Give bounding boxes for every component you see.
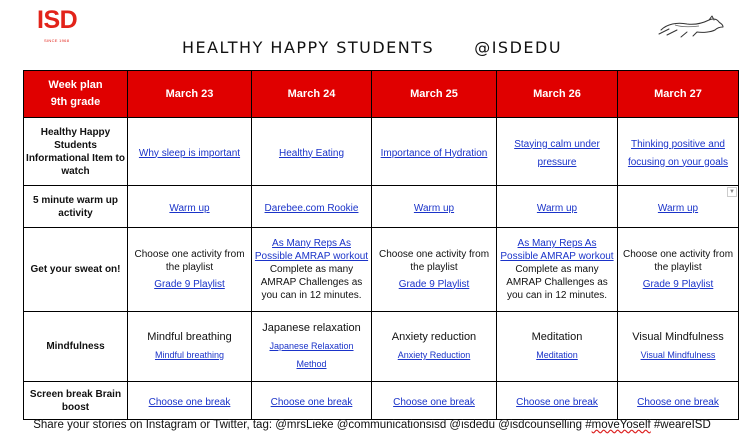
mind-cell (252, 312, 372, 382)
chevron-down-icon[interactable]: ▼ (727, 187, 737, 197)
warmup-cell (497, 186, 618, 228)
break-link[interactable]: Choose one break (516, 396, 598, 408)
break-link[interactable]: Choose one break (393, 396, 475, 408)
date-header: March 25 (372, 71, 497, 118)
warmup-row (24, 186, 739, 228)
date-header: March 26 (497, 71, 618, 118)
isd-logo: ISD (37, 6, 78, 34)
title-text: HEALTHY HAPPY STUDENTS (181, 38, 435, 57)
mind-cell (128, 312, 252, 382)
sweat-cell (128, 228, 252, 312)
row-label-warmup: 5 minute warm up activity (24, 186, 128, 228)
sweat-row (24, 228, 739, 312)
mind-title: Japanese relaxation (262, 322, 361, 334)
break-cell (372, 382, 497, 420)
break-row (24, 382, 739, 420)
page-title (0, 38, 744, 57)
info-row (24, 118, 739, 186)
mind-link[interactable]: Anxiety Reduction (397, 350, 471, 360)
logo-subtitle: SINCE 1968 (44, 38, 70, 43)
dog-mascot-icon (657, 14, 727, 40)
sweat-cell (252, 228, 372, 312)
footer-text-start: Share your stories on Instagram or Twitter, tag: @mrsLieke @communicationsisd @isdedu @isdcounselling # (33, 419, 592, 431)
info-link[interactable]: Why sleep is important (138, 147, 241, 159)
playlist-link[interactable]: Grade 9 Playlist (398, 278, 470, 290)
corner-header (24, 71, 128, 118)
info-link[interactable]: Staying calm under pressure (514, 138, 600, 168)
mind-cell (618, 312, 739, 382)
mind-link[interactable]: Mindful breathing (154, 350, 225, 360)
warmup-cell (372, 186, 497, 228)
sweat-cell (372, 228, 497, 312)
break-cell (128, 382, 252, 420)
row-label-mindfulness: Mindfulness (24, 312, 128, 382)
header-row (24, 71, 739, 118)
break-link[interactable]: Choose one break (270, 396, 353, 408)
mind-cell (497, 312, 618, 382)
corner-line-2: 9th grade (50, 96, 101, 108)
info-cell (618, 118, 739, 186)
mind-link[interactable]: Visual Mindfulness (640, 350, 716, 360)
choose-activity-text: Choose one activity from the playlist (378, 248, 490, 273)
warmup-cell (128, 186, 252, 228)
break-cell (252, 382, 372, 420)
warmup-link[interactable]: Warm up (657, 202, 699, 214)
amrap-text: Complete as many AMRAP Challenges as you can in 12 minutes. (260, 264, 363, 301)
corner-line-1: Week plan (48, 79, 103, 91)
sweat-cell (497, 228, 618, 312)
warmup-cell (618, 186, 739, 228)
date-header: March 27 (618, 71, 739, 118)
week-plan-table (23, 70, 739, 420)
info-link[interactable]: Thinking positive and focusing on your goals (627, 138, 729, 168)
break-link[interactable]: Choose one break (637, 396, 719, 408)
warmup-link[interactable]: Warm up (413, 202, 455, 214)
footer-moveyoself: moveYoself (591, 419, 651, 431)
info-link[interactable]: Importance of Hydration (380, 147, 488, 159)
footer-text-end: #weareISD (650, 419, 711, 431)
amrap-link[interactable]: As Many Reps As Possible AMRAP workout (500, 238, 614, 262)
mind-title: Visual Mindfulness (632, 331, 724, 343)
info-cell (252, 118, 372, 186)
footer-note (0, 419, 744, 431)
mind-link[interactable]: Meditation (536, 350, 578, 360)
date-header: March 24 (252, 71, 372, 118)
mind-cell (372, 312, 497, 382)
warmup-link[interactable]: Warm up (169, 202, 210, 214)
mind-title: Anxiety reduction (391, 331, 477, 343)
mind-title: Mindful breathing (147, 331, 232, 343)
playlist-link[interactable]: Grade 9 Playlist (642, 278, 714, 290)
warmup-cell (252, 186, 372, 228)
mind-link[interactable]: Japanese Relaxation Method (269, 341, 354, 369)
amrap-link[interactable]: As Many Reps As Possible AMRAP workout (254, 238, 369, 262)
mindfulness-row (24, 312, 739, 382)
choose-activity-text: Choose one activity from the playlist (134, 248, 245, 273)
break-link[interactable]: Choose one break (148, 396, 231, 408)
info-link[interactable]: Healthy Eating (278, 147, 345, 159)
info-cell (372, 118, 497, 186)
sweat-cell (618, 228, 739, 312)
warmup-link[interactable]: Warm up (536, 202, 578, 214)
row-label-info: Healthy Happy Students Informational Item to watch (24, 118, 128, 186)
row-label-break: Screen break Brain boost (24, 382, 128, 420)
info-cell (128, 118, 252, 186)
info-cell (497, 118, 618, 186)
mind-title: Meditation (531, 331, 583, 343)
date-header: March 23 (128, 71, 252, 118)
row-label-sweat: Get your sweat on! (24, 228, 128, 312)
playlist-link[interactable]: Grade 9 Playlist (154, 278, 225, 290)
choose-activity-text: Choose one activity from the playlist (622, 248, 734, 273)
title-handle: @ISDEDU (474, 38, 563, 57)
break-cell (618, 382, 739, 420)
amrap-text: Complete as many AMRAP Challenges as you can in 12 minutes. (506, 264, 608, 301)
break-cell (497, 382, 618, 420)
darebee-link[interactable]: Darebee.com Rookie (264, 202, 359, 214)
